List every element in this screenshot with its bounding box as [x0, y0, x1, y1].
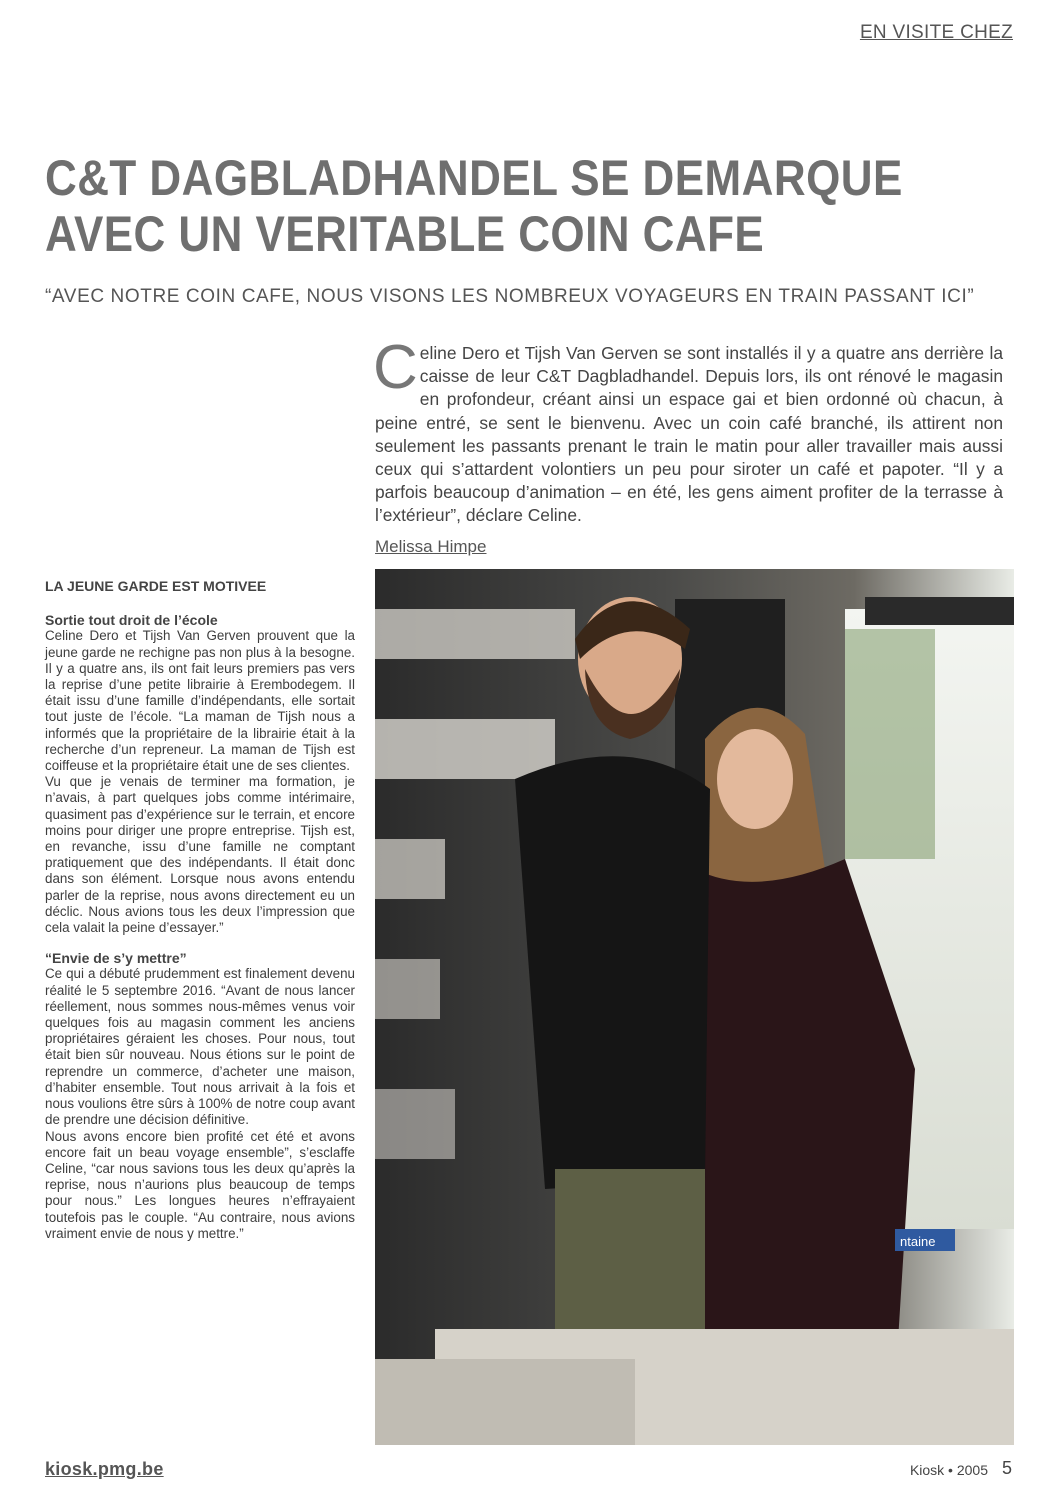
- man-shirt: [515, 756, 710, 1189]
- window-blind: [865, 597, 1014, 625]
- footer-url-link[interactable]: kiosk.pmg.be: [45, 1459, 164, 1479]
- body-paragraph: Vu que je venais de terminer ma formation, je n’avais, à part quelques jobs comme intérimaire, quasiment pas d’expérience sur le terrain, et encore moins pour diriger une propre entreprise. Tijsh est, en revanche, issu d’une famille ne comptant pratiquement que des indépendants. Il était donc dans son élément. Lorsque nous avons entendu parler de la reprise, nous avons directement eu un déclic. Nous avions tous les deux l’impression que cela valait la peine d’essayer.”: [45, 774, 355, 936]
- intro-text: eline Dero et Tijsh Van Gerven se sont installés il y a quatre ans derrière la caisse de leur C&T Dagbladhandel. Depuis lors, ils ont rénové le magasin en profondeur, créant ainsi un espace gai et bien ordonné où chacun, à peine entré, se sent le bienvenu. Avec un coin café branché, ils attirent non seulement les passants prenant le train le matin pour aller travailler mais aussi ceux qui s’attardent volontiers un peu pour siroter un café et papoter. “Il y a parfois beaucoup d’animation – en été, les gens aiment profiter de la terrasse à l’extérieur”, déclare Celine.: [375, 343, 1003, 526]
- drop-cap: C: [373, 333, 418, 402]
- author-byline[interactable]: Melissa Himpe: [375, 537, 487, 556]
- section-tag: EN VISITE CHEZ: [859, 22, 1013, 43]
- body-paragraph: Nous avons encore bien profité cet été et avons encore fait un beau voyage ensemble”, s’esclaffe Celine, “car nous savions tous les deux qu’après la reprise, nous n’aurions plus beaucoup de temps pour nous.” Les longues heures n’effrayaient toutefois pas le couple. “Au contraire, nous avions vraiment envie de nous y mettre.”: [45, 1128, 355, 1241]
- shelf-row: [375, 719, 555, 779]
- newspaper-stack: [375, 1359, 635, 1445]
- magazine-sign-text: ntaine: [900, 1234, 936, 1249]
- headline-line-2: AVEC UN VERITABLE COIN CAFE: [45, 206, 765, 262]
- shelf-row: [375, 839, 445, 899]
- shelf-row: [375, 1089, 455, 1159]
- shop-owners-photo: [375, 569, 1014, 1445]
- woman-face: [717, 729, 793, 829]
- shelf-row: [375, 959, 440, 1019]
- article-body-column: [45, 578, 355, 1242]
- body-paragraph: Ce qui a débuté prudemment est finalement devenu réalité le 5 septembre 2016. “Avant de nous lancer réellement, nous sommes nous-mêmes venus voir quelques fois au magasin comment les anciens propriétaires géraient les choses. Pour nous, tout était bien sûr nouveau. Nous étions sur le point de reprendre un commerce, d’acheter une maison, d’habiter ensemble. Tout nous arrivait à la fois et nous voulions être sûrs à 100% de notre coup avant de prendre une décision définitive.: [45, 966, 355, 1128]
- subheading-1: Sortie tout droit de l’école: [45, 612, 218, 629]
- section-heading: LA JEUNE GARDE EST MOTIVEE: [45, 578, 267, 594]
- intro-paragraph: [373, 333, 1003, 528]
- body-paragraph: Celine Dero et Tijsh Van Gerven prouvent que la jeune garde ne rechigne pas non plus à la besogne. Il y a quatre ans, ils ont fait leurs premiers pas vers la reprise d’une petite librairie à Erembodegem. Il était issu d’une famille d’indépendants, elle sortait tout juste de l’école. “La maman de Tijsh nous a informés que la propriétaire de la librairie était à la recherche d’un repreneur. La maman de Tijsh est coiffeuse et la propriétaire était une de ses clientes.: [45, 628, 355, 774]
- pull-quote: “AVEC NOTRE COIN CAFE, NOUS VISONS LES NOMBREUX VOYAGEURS EN TRAIN PASSANT ICI”: [45, 286, 975, 307]
- subheading-2: “Envie de s’y mettre”: [45, 950, 187, 967]
- headline-line-1: C&T DAGBLADHANDEL SE DEMARQUE: [45, 150, 903, 206]
- shelf-row: [375, 609, 575, 659]
- article-headline: [45, 150, 1004, 262]
- footer-issue: Kiosk • 2005: [909, 1462, 988, 1478]
- page-number: 5: [1001, 1458, 1012, 1478]
- garden-foliage: [845, 629, 935, 859]
